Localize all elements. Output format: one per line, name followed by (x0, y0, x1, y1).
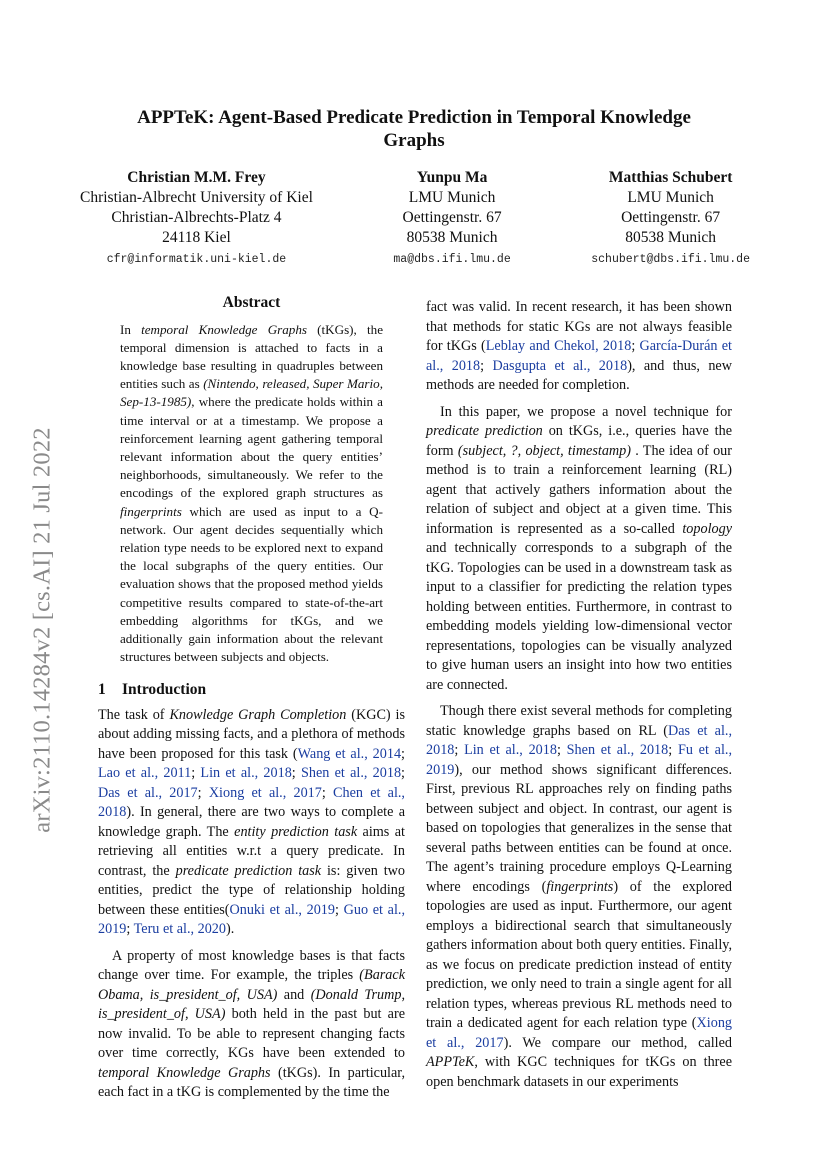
citation-link[interactable]: Xiong et al., 2017 (426, 1015, 732, 1051)
text-run: ), our method shows significant differences. First, previous RL approaches rely on finding paths between subject and object. In contrast, our agent is based on topologies that generalizes in the sense that several paths between entities can be found at once. The agent’s training procedure employs Q-Learning where encodings ( (426, 761, 732, 895)
text-run: ; (454, 742, 465, 758)
text-run: aims at retrieving all entities w.r.t a query predicate. In contrast, the (98, 823, 405, 879)
text-run: ). We compare our method, called (503, 1034, 732, 1051)
text-run: Though there exist several methods for completing static knowledge graphs based on RL ( (426, 703, 732, 739)
citation-link[interactable]: Lin et al., 2018 (200, 765, 292, 782)
italic-term: (Barack Obama, is_president_of, USA) (98, 967, 405, 1003)
author-email[interactable]: schubert@dbs.ifi.lmu.de (591, 253, 750, 266)
text-run: and technically corresponds to a subgraph of the tKG. Topologies can be used in a downstream task as input to a classifier for predicting the relation types holding between entities. Furthermore, in contrast to embedding models yielding low-dimensional vector representations, topologies can be visually analyzed to give human users an insight into how two entities are connected. (426, 540, 732, 693)
author-street: Oettingenstr. 67 (621, 209, 721, 226)
italic-term: APPTeK (426, 1054, 475, 1070)
author-1 (80, 168, 313, 270)
citation-link[interactable]: García-Durán et al., 2018 (426, 338, 732, 374)
author-2 (393, 168, 510, 270)
paragraph (426, 403, 732, 696)
abstract-heading: Abstract (222, 294, 281, 311)
author-street: Oettingenstr. 67 (402, 209, 502, 226)
text-run: . The idea of our method is to train a reinforcement learning (RL) agent that actively gathers information about the relation of subject and object at a given time. This information is represented as a so-called (426, 442, 732, 537)
italic-term: fingerprints (546, 878, 614, 895)
abstract-body (120, 321, 383, 667)
text-run: A property of most knowledge bases is that facts change over time. For example, the triples (98, 947, 405, 984)
paper-title: APPTeK: Agent-Based Predicate Prediction in Temporal Knowledge Graphs (137, 107, 691, 151)
text-run: (KGC) is about adding missing facts, and a plethora of methods have been proposed for this task ( (98, 706, 405, 762)
italic-term: predicate prediction task (175, 862, 322, 879)
citation-link[interactable]: Lao et al., 2011 (98, 765, 192, 782)
author-city: 80538 Munich (406, 229, 498, 246)
italic-term: temporal Knowledge Graphs (98, 1064, 271, 1081)
text-run: on tKGs, i.e., queries have the form (426, 423, 733, 459)
section-heading (98, 680, 405, 700)
italic-term: entity prediction task (234, 823, 358, 840)
section-title: Introduction (122, 681, 207, 699)
paragraph (98, 947, 405, 1103)
italic-term: (Nintendo, released, Super Mario, Sep-13-1985) (120, 376, 383, 410)
citation-link[interactable]: Onuki et al., 2019 (229, 901, 335, 918)
section-number: 1 (98, 681, 106, 699)
arxiv-identifier-text: arXiv:2110.14284v2 [cs.AI] 21 Jul 2022 (29, 427, 57, 833)
text-run: (tKGs). In particular, each fact in a tKG is complemented by the time the (98, 1064, 405, 1101)
author-name: Christian M.M. Frey (127, 169, 266, 186)
right-column (426, 298, 732, 1099)
text-run: In (120, 321, 142, 337)
author-city: 80538 Munich (625, 229, 717, 246)
paragraph (426, 298, 732, 396)
citation-link[interactable]: Guo et al., 2019 (98, 901, 406, 938)
citation-link[interactable]: Das et al., 2018 (426, 722, 732, 758)
author-email[interactable]: ma@dbs.ifi.lmu.de (393, 253, 511, 266)
citation-link[interactable]: Wang et al., 2014 (297, 745, 402, 762)
citation-link[interactable]: Das et al., 2017 (98, 784, 198, 801)
italic-term: temporal Knowledge Graphs (141, 321, 307, 337)
text-run: ). In general, there are two ways to complete a knowledge graph. The (98, 804, 405, 840)
text-run: and (277, 986, 311, 1003)
text-run: fact was valid. In recent research, it has been shown that methods for static KGs are not always feasible for tKGs ( (426, 299, 732, 354)
italic-term: (subject, ?, object, timestamp) (457, 442, 631, 459)
text-run: In this paper, we propose a novel technique for (440, 403, 732, 420)
text-run: , where the predicate holds within a time interval or at a timestamp. We propose a reinforcement learning agent gathering temporal relevant information about the query entities’ neighborhoods, simultaneously. We refer to the encodings of the explored graph structures as (120, 394, 383, 501)
text-run: ; (668, 742, 678, 758)
text-run: ; (291, 765, 301, 782)
author-name: Yunpu Ma (416, 169, 488, 186)
text-run: ) of the explored topologies are used as input. Furthermore, our agent employs a bidirectional search that simultaneously gathers information about both query entities. Finally, as we focus on predicate prediction instead of entity prediction, we only need to train a single agent for all relation types, whereas previous RL methods need to train a dedicated agent for each relation type ( (426, 878, 732, 1031)
text-run: ; (126, 921, 134, 938)
text-run: ; (480, 357, 493, 374)
left-column (98, 293, 405, 1110)
author-email[interactable]: cfr@informatik.uni-kiel.de (106, 253, 287, 266)
italic-term: predicate prediction (426, 423, 543, 439)
arxiv-identifier (18, 380, 68, 880)
text-run: ; (334, 901, 344, 918)
citation-link[interactable]: Shen et al., 2018 (566, 742, 669, 758)
citation-link[interactable]: Fu et al., 2019 (426, 742, 733, 778)
citation-link[interactable]: Dasgupta et al., 2018 (492, 357, 628, 374)
italic-term: Knowledge Graph Completion (169, 706, 347, 723)
text-run: ; (631, 338, 640, 354)
italic-term: (Donald Trump, is_president_of, USA) (98, 986, 405, 1023)
text-run: (tKGs), the temporal dimension is attached to facts in a knowledge base resulting in quadruples between entities such as (120, 321, 384, 392)
citation-link[interactable]: Chen et al., 2018 (98, 784, 405, 821)
text-run: ; (401, 745, 405, 762)
text-run: ; (321, 784, 334, 801)
italic-term: topology (682, 520, 732, 537)
text-run: , with KGC techniques for tKGs on three open benchmark datasets in our experiments (426, 1054, 732, 1090)
citation-link[interactable]: Lin et al., 2018 (464, 742, 557, 758)
author-block (80, 168, 750, 270)
text-run: The task of (98, 706, 170, 723)
italic-term: fingerprints (120, 503, 182, 519)
author-city: 24118 Kiel (162, 229, 231, 246)
citation-link[interactable]: Shen et al., 2018 (300, 765, 402, 782)
author-affiliation: LMU Munich (627, 189, 714, 206)
citation-link[interactable]: Leblay and Chekol, 2018 (485, 338, 632, 354)
author-street: Christian-Albrechts-Platz 4 (111, 209, 282, 226)
text-run: ; (401, 765, 405, 782)
text-run: ), and thus, new methods are needed for completion. (426, 357, 732, 393)
text-run: ; (197, 784, 209, 801)
citation-link[interactable]: Teru et al., 2020 (133, 921, 226, 938)
text-run: ). (226, 921, 235, 938)
text-run: which are used as input to a Q-network. Our agent decides sequentially which relation type needs to be explored next to expand the local subgraphs of the query entities. Our evaluation shows that the proposed method yields competitive results compared to state-of-the-art embedding algorithms for tKGs, and we additionally gain information about the relevant structures between subjects and objects. (120, 503, 383, 665)
author-3 (591, 168, 750, 270)
paragraph (98, 706, 405, 940)
text-run: both held in the past but are now invalid. To be able to represent changing facts over time correctly, KGs have been extended to (98, 1006, 405, 1062)
author-affiliation: LMU Munich (408, 189, 496, 206)
author-affiliation: Christian-Albrecht University of Kiel (80, 189, 313, 206)
author-name: Matthias Schubert (608, 169, 733, 186)
paragraph (426, 702, 732, 1092)
text-run: is: given two entities, predict the type of relationship holding between these entities( (98, 862, 405, 918)
text-run: ; (556, 742, 567, 758)
citation-link[interactable]: Xiong et al., 2017 (208, 784, 322, 801)
text-run: ; (191, 765, 201, 782)
